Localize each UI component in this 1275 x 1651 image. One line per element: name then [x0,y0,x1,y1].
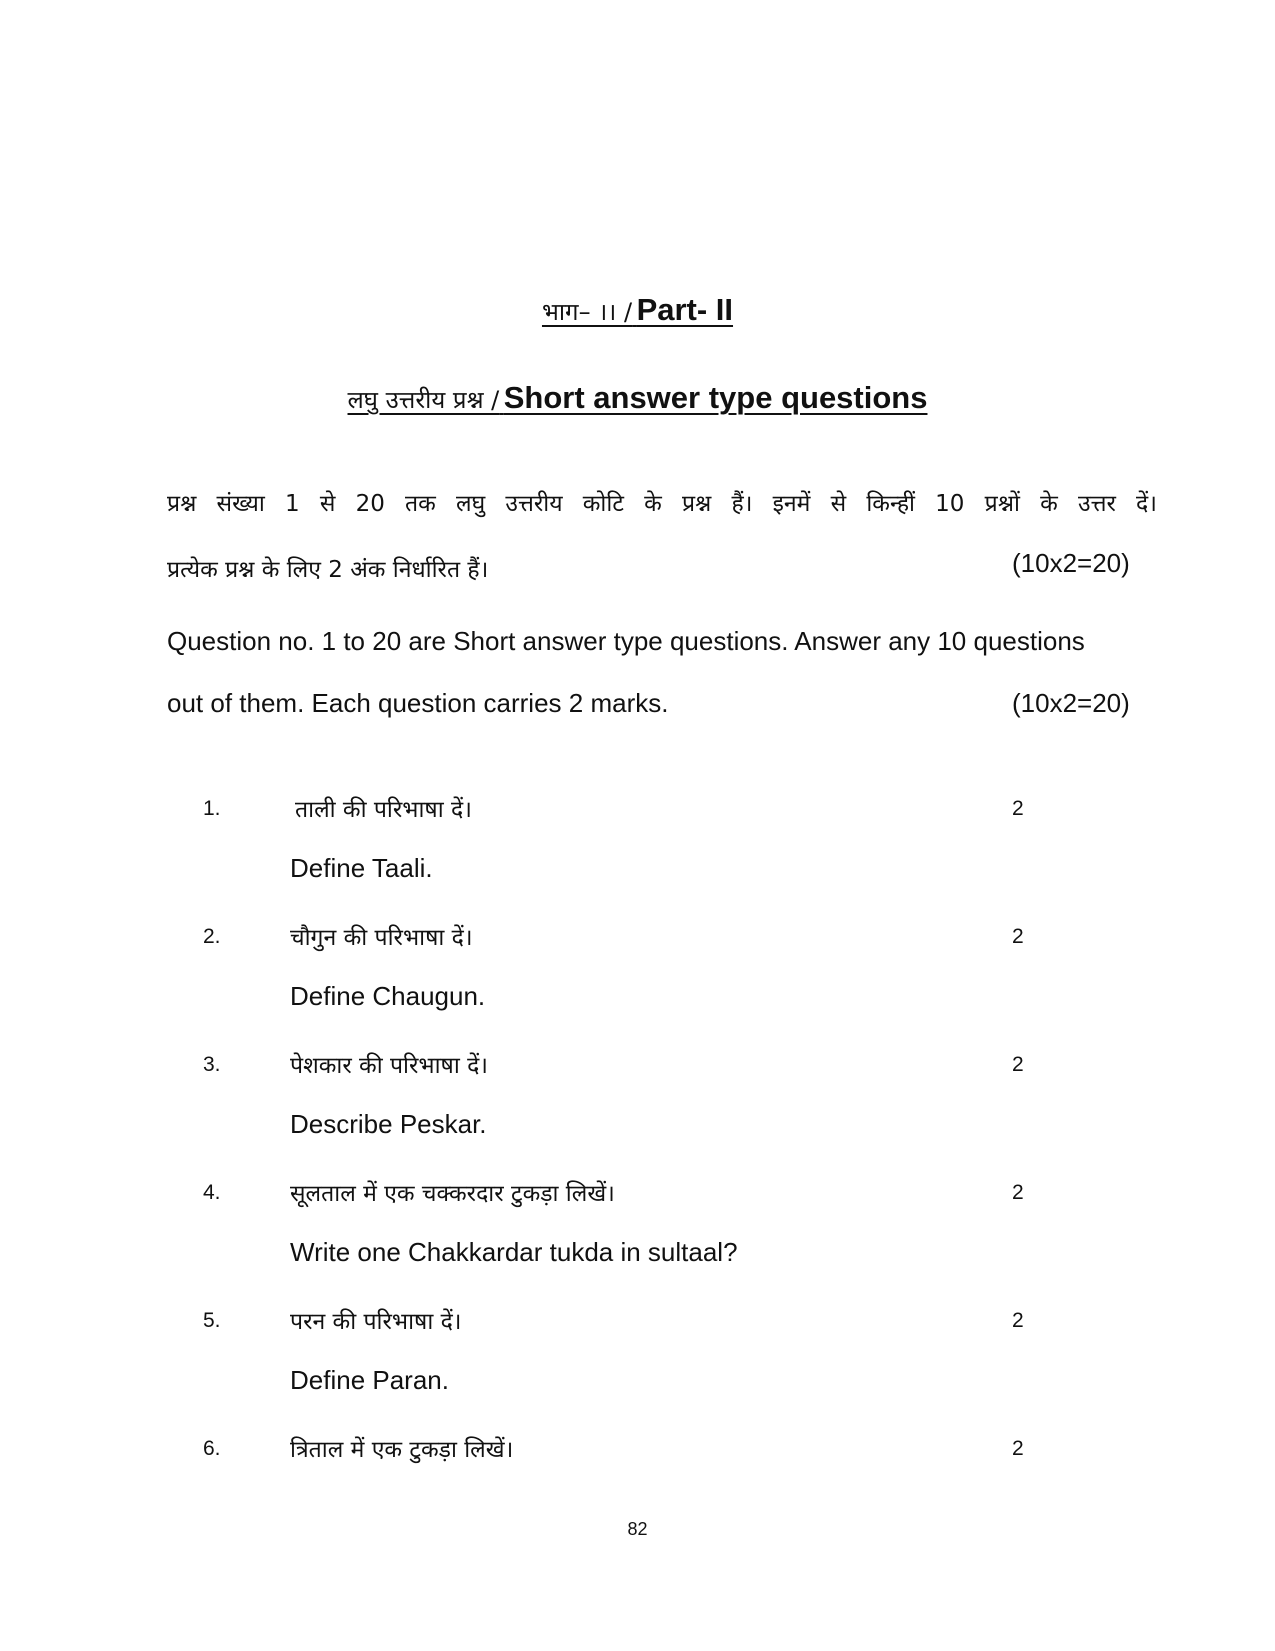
section-heading-hindi: लघु उत्तरीय प्रश्न / [347,386,500,414]
question-english: Define Taali. [290,853,433,883]
question-marks: 2 [1012,1053,1024,1076]
question-english: Define Chaugun. [290,981,486,1011]
question-number: 2. [203,925,221,948]
question-marks: 2 [1012,797,1024,820]
question-hindi: ताली की परिभाषा दें। [295,797,472,823]
instructions-english-line2: out of them. Each question carries 2 marks. [167,688,669,718]
question-hindi: सूलताल में एक चक्करदार टुकड़ा लिखें। [290,1181,615,1207]
question-english: Describe Peskar. [290,1109,487,1139]
question-marks: 2 [1012,1181,1024,1204]
instructions-english-marks: (10x2=20) [1012,688,1130,718]
question-hindi: परन की परिभाषा दें। [290,1309,462,1335]
section-heading-english: Short answer type questions [503,380,928,415]
question-hindi: पेशकार की परिभाषा दें। [290,1053,489,1079]
question-marks: 2 [1012,1309,1024,1332]
instructions-hindi-line2: प्रत्येक प्रश्न के लिए 2 अंक निर्धारित हैं। [167,557,489,583]
question-english: Define Paran. [290,1365,449,1395]
section-heading [0,380,1275,416]
question-number: 5. [203,1309,221,1332]
instructions-hindi-marks: (10x2=20) [1012,548,1130,578]
part-heading-english: Part- II [636,292,734,327]
part-heading-hindi: भाग– ।। / [541,298,633,326]
question-english: Write one Chakkardar tukda in sultaal? [290,1237,738,1267]
instructions-english-line1: Question no. 1 to 20 are Short answer type questions. Answer any 10 questions [167,626,1085,656]
question-number: 4. [203,1181,221,1204]
question-hindi: चौगुन की परिभाषा दें। [290,925,473,951]
page-number: 82 [627,1519,648,1539]
question-number: 3. [203,1053,221,1076]
part-heading [0,292,1275,328]
question-marks: 2 [1012,925,1024,948]
instructions-hindi-line1: प्रश्न संख्या 1 से 20 तक लघु उत्तरीय कोटि के प्रश्न हैं। इनमें से किन्हीं 10 प्रश्नों के उत्तर दें। [167,491,1157,517]
question-hindi: त्रिताल में एक टुकड़ा लिखें। [290,1437,514,1463]
question-number: 1. [203,797,221,820]
question-marks: 2 [1012,1437,1024,1460]
question-number: 6. [203,1437,221,1460]
